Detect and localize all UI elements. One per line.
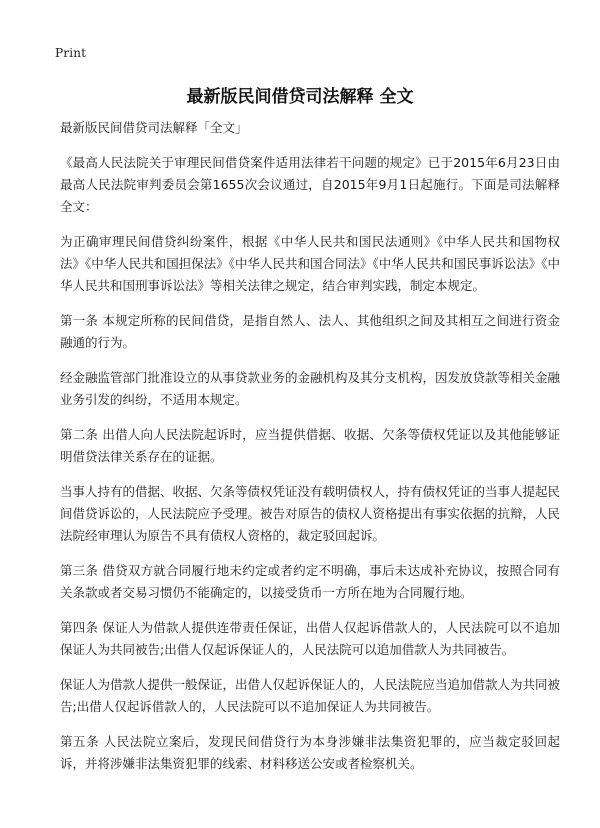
paragraph-article-1-clause-2: 经金融监管部门批准设立的从事贷款业务的金融机构及其分支机构，因发放贷款等相关金融业务引发的纠纷，不适用本规定。 (60, 370, 561, 407)
document-title: 最新版民间借贷司法解释 全文 (186, 87, 414, 107)
paragraph-intro: 《最高人民法院关于审理民间借贷案件适用法律若干问题的规定》已于2015年6月23日由最高人民法院审判委员会第1655次会议通过，自2015年9月1日起施行。下面是司法解释全文： (60, 155, 560, 214)
paragraph-article-2-clause-2: 当事人持有的借据、收据、欠条等债权凭证没有载明债权人，持有债权凭证的当事人提起民间借贷诉讼的，人民法院应予受理。被告对原告的债权人资格提出有事实依据的抗辩，人民法院经审理认为原告不具有债权人资格的，裁定驳回起诉。 (60, 484, 561, 543)
paragraph-article-5: 第五条 人民法院立案后，发现民间借贷行为本身涉嫌非法集资犯罪的，应当裁定驳回起诉，并将涉嫌非法集资犯罪的线索、材料移送公安或者检察机关。 (60, 734, 560, 771)
paragraph-article-4-clause-2: 保证人为借款人提供一般保证，出借人仅起诉保证人的，人民法院应当追加借款人为共同被告;出借人仅起诉借款人的，人民法院可以不追加保证人为共同被告。 (60, 677, 561, 714)
print-link[interactable]: Print (55, 46, 87, 60)
paragraph-article-3: 第三条 借贷双方就合同履行地未约定或者约定不明确，事后未达成补充协议，按照合同有关条款或者交易习惯仍不能确定的，以接受货币一方所在地为合同履行地。 (60, 563, 560, 600)
paragraph-preamble: 为正确审理民间借贷纠纷案件，根据《中华人民共和国民法通则》《中华人民共和国物权法》《中华人民共和国担保法》《中华人民共和国合同法》《中华人民共和国民事诉讼法》《中华人民共和国刑事诉讼法》等相关法律之规定，结合审判实践，制定本规定。 (60, 234, 561, 293)
document-body (60, 117, 560, 788)
paragraph-article-2: 第二条 出借人向人民法院起诉时，应当提供借据、收据、欠条等债权凭证以及其他能够证明借贷法律关系存在的证据。 (60, 427, 560, 464)
paragraph-subtitle: 最新版民间借贷司法解释「全文」 (60, 120, 248, 135)
paragraph-article-4: 第四条 保证人为借款人提供连带责任保证，出借人仅起诉借款人的，人民法院可以不追加保证人为共同被告;出借人仅起诉保证人的，人民法院可以追加借款人为共同被告。 (60, 620, 560, 657)
paragraph-article-1: 第一条 本规定所称的民间借贷，是指自然人、法人、其他组织之间及其相互之间进行资金融通的行为。 (60, 313, 560, 350)
